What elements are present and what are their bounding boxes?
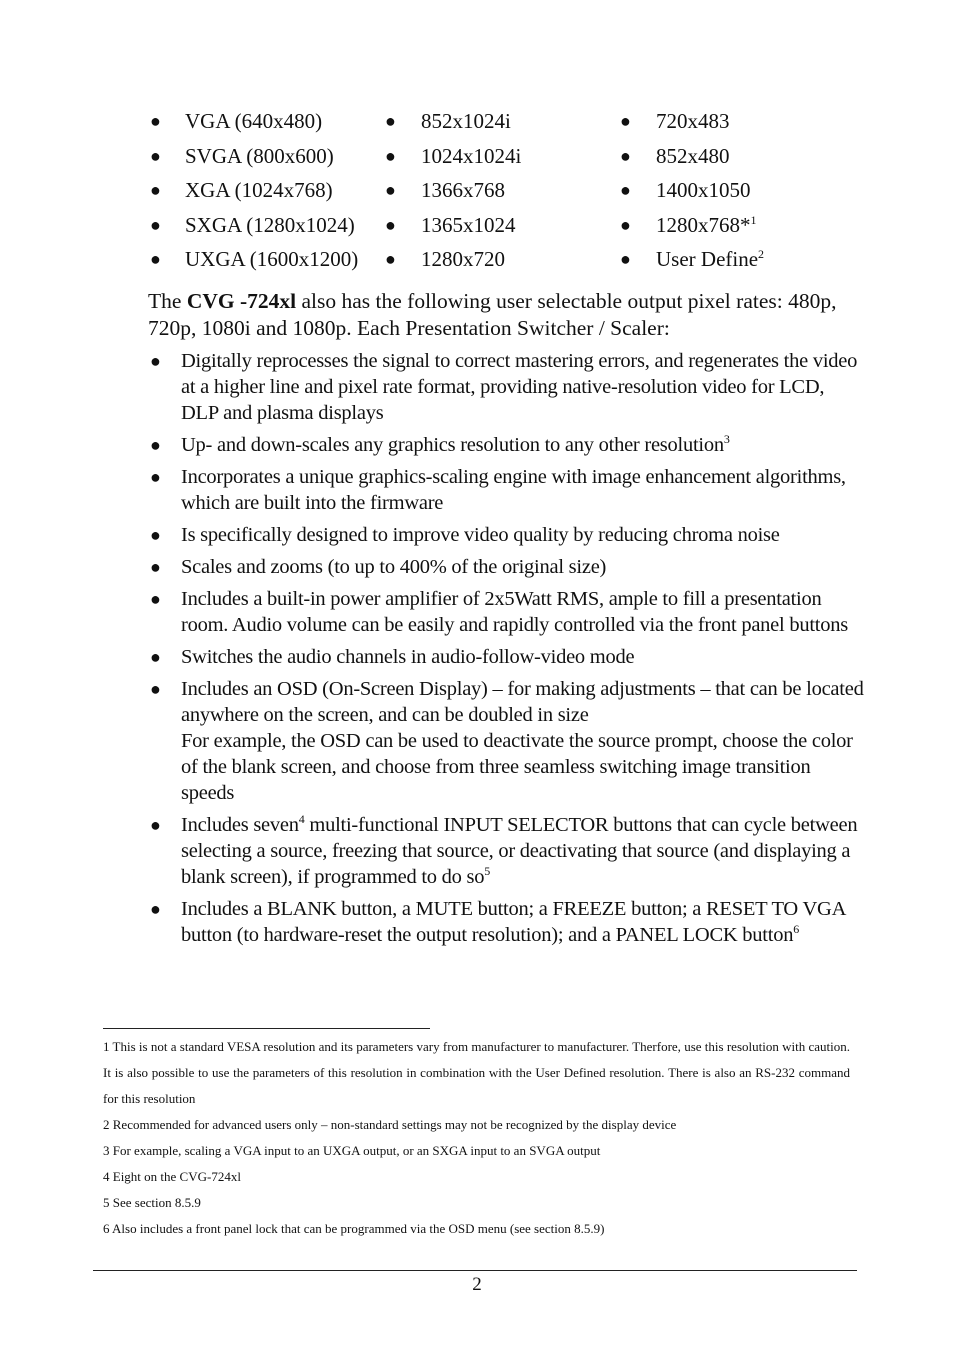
resolution-item: SVGA (800x600) — [185, 143, 334, 168]
feature-text-main: Includes seven — [181, 814, 299, 836]
bullet-icon: ● — [385, 145, 396, 166]
resolution-item: VGA (640x480) — [185, 109, 323, 133]
bullet-icon: ● — [150, 589, 161, 609]
list-item — [0, 644, 954, 670]
bullet-icon: ● — [385, 214, 396, 235]
resolution-row — [0, 244, 954, 279]
feature-text-example: For example, the OSD can be used to deactivate the source prompt, choose the color of the blank screen, and choose from three seamless switching image transition speeds — [181, 730, 853, 804]
bullet-icon: ● — [150, 214, 161, 235]
feature-text: Scales and zooms (to up to 400% of the original size) — [181, 556, 607, 578]
resolution-row — [0, 106, 954, 141]
list-item — [0, 586, 954, 638]
bullet-icon: ● — [150, 557, 161, 577]
resolution-item: 852x480 — [656, 143, 730, 168]
feature-text — [181, 896, 866, 948]
footnote: 6 Also includes a front panel lock that can be programmed via the OSD menu (see section 8.5.9) — [103, 1221, 605, 1236]
feature-text: Switches the audio channels in audio-follow-video mode — [181, 646, 635, 668]
list-item — [0, 554, 954, 580]
list-item — [0, 432, 954, 458]
list-item — [0, 896, 954, 948]
intro-before: The — [148, 289, 187, 313]
feature-text-main: Includes a BLANK button, a MUTE button; a FREEZE button; a RESET TO VGA button (to hardware-reset the output resolution); and a PANEL LOCK button — [181, 898, 846, 946]
feature-list — [0, 348, 954, 954]
bullet-icon: ● — [150, 351, 161, 371]
product-name: CVG -724xl — [186, 289, 297, 313]
resolution-list — [0, 106, 954, 279]
resolution-item-text: 1280x768* — [656, 212, 751, 237]
feature-text — [181, 812, 866, 890]
intro-after: also has the following user selectable output pixel rates: 480p, 720p, 1080i and 1080p. Each Presentation Switcher / Scaler: — [148, 289, 837, 340]
footnote-ref: 2 — [758, 247, 765, 261]
bullet-icon: ● — [150, 145, 161, 166]
feature-text-main: Up- and down-scales any graphics resolution to any other resolution — [181, 434, 724, 456]
bullet-icon: ● — [150, 180, 161, 200]
list-item — [0, 812, 954, 890]
resolution-item: SXGA (1280x1024) — [185, 212, 355, 237]
bullet-icon: ● — [385, 180, 396, 200]
feature-text — [181, 432, 866, 458]
bullet-icon: ● — [620, 111, 631, 131]
resolution-item: 1365x1024 — [421, 212, 516, 237]
footnotes — [103, 1034, 850, 1242]
resolution-item: 720x483 — [656, 109, 730, 133]
bullet-icon: ● — [150, 249, 161, 269]
footnote: 1 This is not a standard VESA resolution and its parameters vary from manufacturer to manufacturer. Therfore, use this resolution with caution. It is also possible to use the parameters of this resolution in combination with the User Defined resolution. There is also an RS-232 command for this resolution — [103, 1039, 850, 1106]
footnote-ref: 1 — [750, 212, 757, 227]
feature-text: Incorporates a unique graphics-scaling engine with image enhancement algorithms, which are built into the firmware — [181, 466, 846, 514]
resolution-row — [0, 175, 954, 210]
footnote: 4 Eight on the CVG-724xl — [103, 1169, 241, 1184]
feature-text-para: Includes an OSD (On-Screen Display) – for making adjustments – that can be located anywhere on the screen, and can be doubled in size — [181, 678, 864, 726]
resolution-item — [656, 210, 757, 240]
bullet-icon: ● — [620, 249, 631, 269]
list-item — [0, 676, 954, 806]
bullet-icon: ● — [150, 435, 161, 455]
resolution-row — [0, 210, 954, 245]
bullet-icon: ● — [620, 145, 631, 166]
feature-text: Includes a built-in power amplifier of 2x5Watt RMS, ample to fill a presentation room. Audio volume can be easily and rapidly controlled via the front panel buttons — [181, 588, 848, 636]
bullet-icon: ● — [150, 679, 161, 699]
bullet-icon: ● — [385, 111, 396, 131]
list-item — [0, 348, 954, 426]
resolution-item: XGA (1024x768) — [185, 178, 333, 202]
footer-divider — [93, 1270, 857, 1271]
footnote-divider — [103, 1028, 430, 1029]
feature-text — [181, 676, 866, 806]
bullet-icon: ● — [620, 180, 631, 200]
feature-text-cont: multi-functional INPUT SELECTOR buttons that can cycle between selecting a source, freezing that source, or deactivating that source (and displaying a blank screen), if programmed to do so — [181, 814, 858, 888]
footnote-ref: 3 — [723, 432, 730, 447]
footnote: 3 For example, scaling a VGA input to an UXGA output, or an SXGA input to an SVGA output — [103, 1143, 601, 1158]
page-number: 2 — [472, 1274, 482, 1295]
resolution-item: 1400x1050 — [656, 178, 751, 202]
bullet-icon: ● — [150, 467, 161, 487]
resolution-item: 852x1024i — [421, 109, 511, 133]
resolution-item: UXGA (1600x1200) — [185, 247, 359, 271]
resolution-row — [0, 141, 954, 176]
list-item — [0, 464, 954, 516]
resolution-item: 1024x1024i — [421, 143, 522, 168]
bullet-icon: ● — [385, 249, 396, 269]
feature-text: Is specifically designed to improve video quality by reducing chroma noise — [181, 524, 780, 546]
bullet-icon: ● — [150, 899, 161, 919]
footnote-ref: 4 — [298, 812, 305, 827]
footnote-ref: 5 — [484, 864, 491, 879]
bullet-icon: ● — [150, 815, 161, 835]
resolution-item-text: User Define — [656, 247, 759, 271]
footnote-ref: 6 — [793, 922, 799, 937]
resolution-item — [656, 244, 764, 274]
footnote: 2 Recommended for advanced users only – non-standard settings may not be recognized by the display device — [103, 1117, 677, 1132]
resolution-item: 1366x768 — [421, 178, 505, 202]
bullet-icon: ● — [150, 647, 161, 667]
bullet-icon: ● — [150, 111, 161, 131]
bullet-icon: ● — [620, 214, 631, 235]
footnote: 5 See section 8.5.9 — [103, 1195, 201, 1210]
intro-paragraph — [148, 288, 868, 342]
resolution-item: 1280x720 — [421, 247, 505, 271]
bullet-icon: ● — [150, 525, 161, 545]
list-item — [0, 522, 954, 548]
feature-text: Digitally reprocesses the signal to correct mastering errors, and regenerates the video at a higher line and pixel rate format, providing native-resolution video for LCD, DLP and plasma displays — [181, 350, 858, 424]
